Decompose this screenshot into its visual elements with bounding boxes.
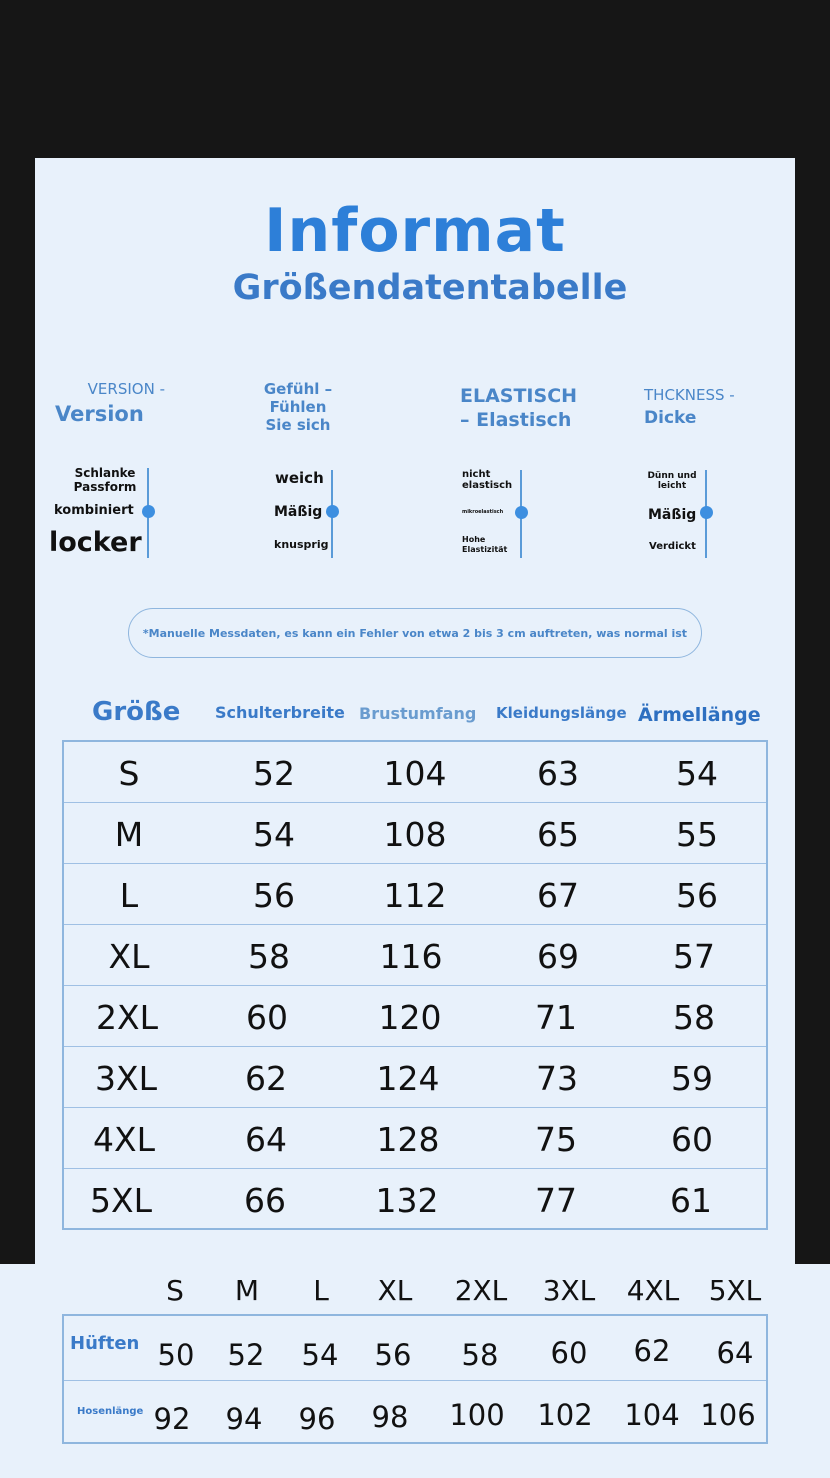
chest-cell: 108	[383, 815, 447, 854]
col-head-shoulder: Schulterbreite	[215, 703, 345, 722]
length-cell: 92	[153, 1402, 191, 1436]
hips-cell: 64	[716, 1336, 754, 1370]
size-cell: 2XL	[96, 998, 158, 1037]
size-cell: L	[119, 876, 139, 915]
chest-cell: 104	[383, 754, 447, 793]
shoulder-cell: 56	[253, 876, 295, 915]
sleeve-cell: 55	[676, 815, 718, 854]
size-cell: XL	[108, 937, 150, 976]
attr-version-head-bottom: Version	[55, 402, 144, 426]
length-cell: 65	[537, 815, 579, 854]
size-cell: M	[114, 815, 144, 854]
page-subtitle: Größendatentabelle	[232, 268, 628, 308]
attr-feel-head-top: Gefühl –	[263, 380, 333, 398]
table-row	[64, 1169, 766, 1230]
hips-cell: 62	[633, 1334, 671, 1368]
chest-cell: 124	[376, 1059, 440, 1098]
attr-thickness-head-bottom: Dicke	[644, 408, 697, 428]
chest-cell: 116	[379, 937, 443, 976]
shoulder-cell: 66	[244, 1181, 286, 1220]
attr-elastic-selected-dot	[515, 506, 528, 519]
length-cell: 77	[535, 1181, 577, 1220]
attr-version-level-2: kombiniert	[54, 503, 134, 518]
attr-version-level-1: Schlanke Passform	[73, 466, 137, 494]
pants-row-label-hips: Hüften	[70, 1333, 140, 1354]
sleeve-cell: 54	[676, 754, 718, 793]
pants-size-head: 4XL	[626, 1274, 680, 1307]
pants-size-head: M	[234, 1274, 260, 1307]
sleeve-cell: 57	[673, 937, 715, 976]
size-cell: S	[118, 754, 140, 793]
attr-version-level-3: locker	[49, 527, 142, 558]
length-cell: 98	[371, 1400, 409, 1434]
attr-thickness-level-1: Dünn und leicht	[647, 471, 697, 491]
page-title: Informat	[264, 196, 566, 266]
hips-cell: 50	[157, 1338, 195, 1372]
length-cell: 69	[537, 937, 579, 976]
attr-version-selected-dot	[142, 505, 155, 518]
attr-elastic-level-3: Hohe Elastizität	[462, 535, 508, 554]
hips-cell: 52	[227, 1338, 265, 1372]
length-cell: 104	[624, 1398, 680, 1432]
pants-size-head: 5XL	[708, 1274, 762, 1307]
attr-thickness-heading	[644, 386, 764, 428]
shoulder-cell: 60	[246, 998, 288, 1037]
attr-elastic-heading	[460, 384, 580, 432]
pants-size-head: 3XL	[542, 1274, 596, 1307]
shoulder-cell: 54	[253, 815, 295, 854]
attr-feel-selected-dot	[326, 505, 339, 518]
measurement-note: *Manuelle Messdaten, es kann ein Fehler von etwa 2 bis 3 cm auftreten, was normal ist	[128, 608, 702, 658]
sleeve-cell: 59	[671, 1059, 713, 1098]
size-cell: 4XL	[93, 1120, 155, 1159]
length-cell: 106	[700, 1398, 756, 1432]
length-cell: 100	[449, 1398, 505, 1432]
length-cell: 102	[537, 1398, 593, 1432]
shoulder-cell: 52	[253, 754, 295, 793]
attr-feel-head-bottom: Fühlen Sie sich	[265, 398, 331, 434]
table-row	[64, 1108, 766, 1169]
chest-cell: 132	[375, 1181, 439, 1220]
chest-cell: 112	[383, 876, 447, 915]
attr-elastic-head-bottom: – Elastisch	[460, 409, 572, 431]
length-cell: 96	[298, 1402, 336, 1436]
pants-size-head: XL	[377, 1274, 413, 1307]
pants-size-head: 2XL	[454, 1274, 508, 1307]
attr-thickness-level-3: Verdickt	[649, 541, 696, 552]
col-head-chest: Brustumfang	[359, 704, 477, 723]
attr-version-head-top: VERSION -	[87, 380, 165, 398]
sleeve-cell: 60	[671, 1120, 713, 1159]
shoulder-cell: 64	[245, 1120, 287, 1159]
length-cell: 63	[537, 754, 579, 793]
attr-elastic-head-top: ELASTISCH	[460, 385, 578, 407]
attr-feel-level-2: Mäßig	[274, 504, 323, 520]
length-cell: 67	[537, 876, 579, 915]
pants-size-head: L	[313, 1274, 329, 1307]
table-row	[64, 742, 766, 803]
col-head-length: Kleidungslänge	[496, 704, 627, 722]
chest-cell: 120	[378, 998, 442, 1037]
table-row	[64, 803, 766, 864]
hips-cell: 54	[301, 1338, 339, 1372]
hips-cell: 58	[461, 1338, 499, 1372]
attr-feel-level-3: knusprig	[274, 538, 329, 551]
length-cell: 94	[225, 1402, 263, 1436]
attr-version-heading	[55, 380, 195, 426]
size-table	[62, 740, 768, 1230]
attr-thickness-head-top: THCKNESS -	[644, 386, 735, 404]
table-row	[64, 864, 766, 925]
table-row	[64, 925, 766, 986]
col-head-size: Größe	[92, 697, 181, 727]
attr-elastic-level-1: nicht elastisch	[462, 469, 513, 491]
hips-cell: 60	[550, 1336, 588, 1370]
attr-thickness-selected-dot	[700, 506, 713, 519]
size-cell: 5XL	[90, 1181, 152, 1220]
attr-feel-heading	[238, 380, 358, 434]
shoulder-cell: 62	[245, 1059, 287, 1098]
length-cell: 73	[536, 1059, 578, 1098]
pants-row-divider	[64, 1380, 766, 1381]
length-cell: 75	[535, 1120, 577, 1159]
pants-table	[62, 1314, 768, 1444]
chest-cell: 128	[376, 1120, 440, 1159]
length-cell: 71	[535, 998, 577, 1037]
attr-thickness-level-2: Mäßig	[648, 507, 697, 523]
pants-row-label-length: Hosenlänge	[77, 1406, 144, 1417]
table-row	[64, 986, 766, 1047]
sleeve-cell: 61	[670, 1181, 712, 1220]
attr-elastic-level-2: mikroelastisch	[462, 509, 504, 515]
table-row	[64, 1047, 766, 1108]
pants-size-head: S	[166, 1274, 184, 1307]
sleeve-cell: 58	[673, 998, 715, 1037]
shoulder-cell: 58	[248, 937, 290, 976]
size-cell: 3XL	[95, 1059, 157, 1098]
hips-cell: 56	[374, 1338, 412, 1372]
sleeve-cell: 56	[676, 876, 718, 915]
attr-feel-level-1: weich	[275, 469, 324, 487]
col-head-sleeve: Ärmellänge	[638, 704, 761, 726]
